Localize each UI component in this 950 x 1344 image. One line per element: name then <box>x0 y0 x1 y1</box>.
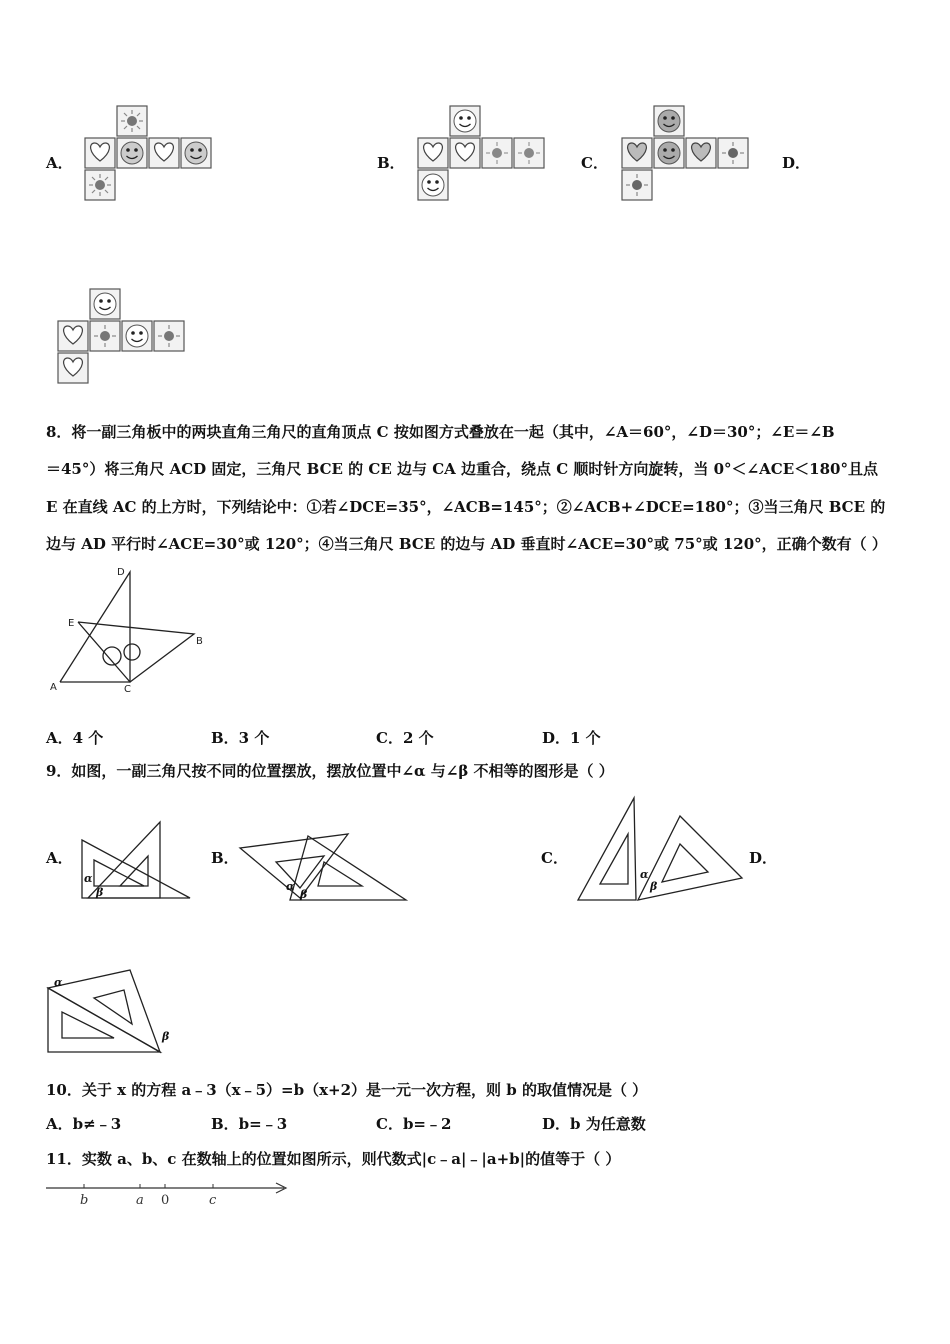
q7-net-d <box>58 289 188 385</box>
q9-option-a-label: A． <box>46 849 73 867</box>
q10-option-c: C．b=﹣2 <box>376 1115 452 1133</box>
q8-stem-line4: 边与 AD 平行时∠ACE=30°或 120°；④当三角尺 BCE 的边与 AD 垂直时∠ACE=30°或 75°或 120°，正确个数有（ ） <box>46 535 887 553</box>
q10-option-a: A．b≠﹣3 <box>46 1115 122 1133</box>
heart-icon <box>58 321 88 351</box>
q11-axis-label-c: c <box>209 1193 217 1208</box>
q9-c-beta: β <box>650 880 658 893</box>
smiley-icon <box>654 106 684 136</box>
q8-label-e: E <box>68 618 75 629</box>
q7-net-b <box>418 106 548 202</box>
sun-icon <box>514 138 544 168</box>
q8-stem-line1: 8．将一副三角板中的两块直角三角尺的直角顶点 C 按如图方式叠放在一起（其中，∠A＝60°，∠D＝30°；∠E＝∠B <box>46 423 835 441</box>
q11-stem: 11．实数 a、b、c 在数轴上的位置如图所示，则代数式|c﹣a|﹣|a+b|的值等于（ ） <box>46 1150 621 1168</box>
q9-figure-a <box>80 820 195 905</box>
q9-d-beta: β <box>162 1030 170 1043</box>
q8-label-b: B <box>196 636 203 647</box>
q8-option-c: C．2 个 <box>376 729 434 747</box>
smiley-icon <box>122 321 152 351</box>
q8-stem-line3: E 在直线 AC 的上方时，下列结论中：①若∠DCE=35°，∠ACB=145°；②∠ACB+∠DCE=180°；③当三角尺 BCE 的 <box>46 498 886 516</box>
q9-d-alpha: α <box>54 976 63 989</box>
smiley-icon <box>654 138 684 168</box>
heart-icon <box>622 138 652 168</box>
smiley-icon <box>117 138 147 168</box>
sun-icon <box>718 138 748 168</box>
q9-option-b-label: B． <box>211 849 239 867</box>
q10-option-d: D．b 为任意数 <box>542 1115 646 1133</box>
q10-option-b: B．b=﹣3 <box>211 1115 288 1133</box>
heart-icon <box>418 138 448 168</box>
q11-axis-label-a: a <box>136 1193 144 1208</box>
q7-option-c-label: C． <box>581 154 608 172</box>
smiley-icon <box>90 289 120 319</box>
q7-option-a-label: A． <box>46 154 73 172</box>
q8-stem-line2: ＝45°）将三角尺 ACD 固定，三角尺 BCE 的 CE 边与 CA 边重合，绕点 C 顺时针方向旋转，当 0°＜∠ACE＜180°且点 <box>46 460 878 478</box>
q9-a-beta: β <box>96 886 104 899</box>
q11-number-line <box>44 1178 294 1210</box>
q8-option-d: D．1 个 <box>542 729 601 747</box>
q7-net-a <box>85 106 215 202</box>
q9-figure-b <box>238 830 410 905</box>
q8-triangle-figure <box>48 564 218 694</box>
smiley-icon <box>450 106 480 136</box>
q9-option-c-label: C． <box>541 849 568 867</box>
sun-icon <box>90 321 120 351</box>
q10-stem: 10．关于 x 的方程 a﹣3（x﹣5）=b（x+2）是一元一次方程，则 b 的取值情况是（ ） <box>46 1081 648 1099</box>
q9-figure-c <box>576 796 746 906</box>
heart-icon <box>149 138 179 168</box>
q9-c-alpha: α <box>640 868 649 881</box>
q8-label-a: A <box>50 682 57 693</box>
q8-label-d: D <box>117 567 125 578</box>
q9-b-alpha: α <box>286 880 295 893</box>
sun-icon <box>85 170 115 200</box>
q9-figure-d <box>46 968 170 1056</box>
smiley-icon <box>181 138 211 168</box>
q11-axis-label-zero: 0 <box>161 1193 170 1208</box>
q9-a-alpha: α <box>84 872 93 885</box>
sun-icon <box>117 106 147 136</box>
heart-icon <box>85 138 115 168</box>
q11-axis-label-b: b <box>80 1193 89 1208</box>
heart-icon <box>450 138 480 168</box>
q9-b-beta: β <box>300 888 308 901</box>
sun-icon <box>482 138 512 168</box>
heart-icon <box>686 138 716 168</box>
q9-option-d-label: D． <box>749 849 778 867</box>
q7-option-d-label: D． <box>782 154 811 172</box>
q8-option-b: B．3 个 <box>211 729 270 747</box>
q8-label-c: C <box>124 684 131 695</box>
sun-icon <box>622 170 652 200</box>
q7-net-c <box>622 106 752 202</box>
q7-option-b-label: B． <box>377 154 405 172</box>
q8-option-a: A．4 个 <box>46 729 104 747</box>
smiley-icon <box>418 170 448 200</box>
sun-icon <box>154 321 184 351</box>
heart-icon <box>58 353 88 383</box>
q9-stem: 9．如图，一副三角尺按不同的位置摆放，摆放位置中∠α 与∠β 不相等的图形是（ ） <box>46 762 614 780</box>
